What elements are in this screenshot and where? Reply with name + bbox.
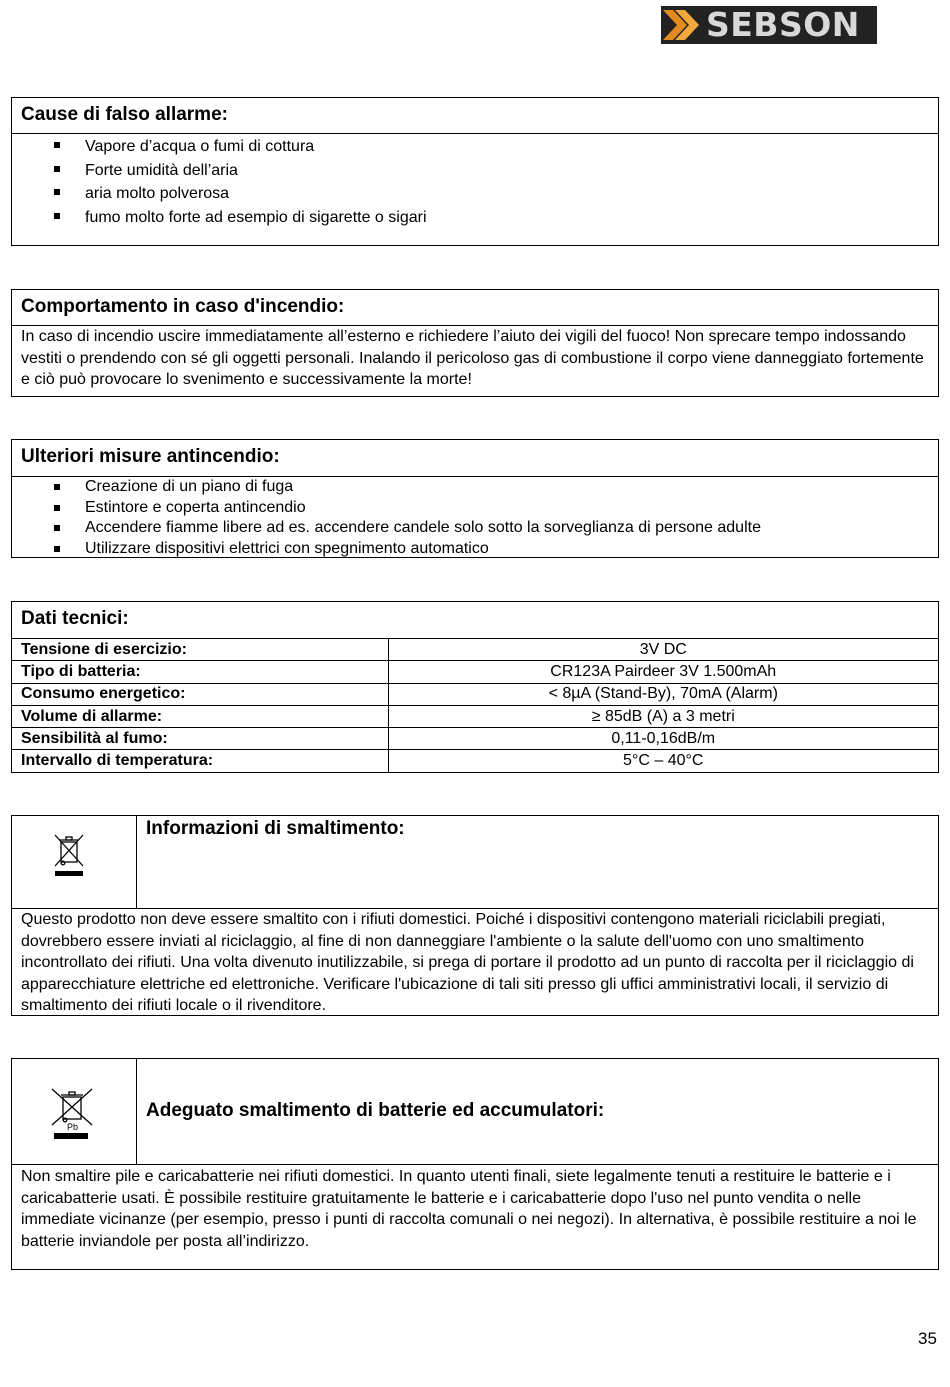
false-alarm-title: Cause di falso allarme: bbox=[12, 98, 938, 134]
tech-data-table bbox=[12, 638, 938, 772]
tech-value: < 8µA (Stand-By), 70mA (Alarm) bbox=[388, 683, 938, 705]
tech-label: Tipo di batteria: bbox=[12, 661, 388, 683]
tech-label: Intervallo di temperatura: bbox=[12, 750, 388, 772]
tech-label: Consumo energetico: bbox=[12, 683, 388, 705]
list-item: Vapore d’acqua o fumi di cottura bbox=[53, 135, 938, 159]
fire-measures-section bbox=[11, 439, 939, 558]
crossed-bin-pb-icon bbox=[50, 1087, 94, 1141]
table-row bbox=[12, 728, 938, 750]
disposal-text: Questo prodotto non deve essere smaltito con i rifiuti domestici. Poiché i dispositivi contengono materiali riciclabili pregiati, dovrebbero essere inviati al riciclaggio, al fine di non danneggiare l'ambiente o la salute dell'uomo con uno smaltimento incontrollato dei rifiuti. Una volta divenuto inutilizzabile, si prega di portare il prodotto ad un punto di raccolta per il riciclaggio di apparecchiature elettriche ed elettroniche. Verificare l'ubicazione di tali siti presso gli uffici amministrativi locali, il servizio di smaltimento dei rifiuti locale o il rivenditore. bbox=[21, 911, 914, 1014]
tech-data-section bbox=[11, 601, 939, 773]
tech-value: 3V DC bbox=[388, 639, 938, 661]
list-item: Utilizzare dispositivi elettrici con spegnimento automatico bbox=[53, 539, 938, 560]
brand-logo bbox=[661, 6, 877, 44]
false-alarm-list bbox=[12, 134, 938, 229]
table-row bbox=[12, 750, 938, 772]
tech-label: Tensione di esercizio: bbox=[12, 639, 388, 661]
list-item: Accendere fiamme libere ad es. accendere candele solo sotto la sorveglianza di persone adulte bbox=[53, 518, 938, 539]
crossed-bin-icon bbox=[52, 832, 86, 880]
tech-value: 0,11-0,16dB/m bbox=[388, 728, 938, 750]
list-item: Estintore e coperta antincendio bbox=[53, 498, 938, 519]
list-item: fumo molto forte ad esempio di sigarette o sigari bbox=[53, 206, 938, 230]
tech-value: ≥ 85dB (A) a 3 metri bbox=[388, 705, 938, 727]
false-alarm-section bbox=[11, 97, 939, 246]
fire-measures-title: Ulteriori misure antincendio: bbox=[12, 440, 938, 477]
pb-label: Pb bbox=[67, 1122, 79, 1132]
list-item: aria molto polverosa bbox=[53, 182, 938, 206]
disposal-header bbox=[12, 816, 938, 909]
disposal-icon-cell bbox=[12, 816, 137, 908]
fire-behavior-section bbox=[11, 289, 939, 397]
tech-label: Sensibilità al fumo: bbox=[12, 728, 388, 750]
fire-measures-list bbox=[12, 477, 938, 559]
battery-disposal-header bbox=[12, 1059, 938, 1165]
table-row bbox=[12, 683, 938, 705]
tech-data-title: Dati tecnici: bbox=[21, 608, 129, 629]
chevron-logo-icon bbox=[661, 6, 706, 44]
tech-value: CR123A Pairdeer 3V 1.500mAh bbox=[388, 661, 938, 683]
disposal-section bbox=[11, 815, 939, 1016]
disposal-title: Informazioni di smaltimento: bbox=[146, 818, 405, 839]
list-item: Creazione di un piano di fuga bbox=[53, 477, 938, 498]
fire-behavior-text: In caso di incendio uscire immediatamente all’esterno e richiedere l’aiuto dei vigili del fuoco! Non sprecare tempo indossando vestiti o prendendo con sé gli oggetti personali. Inalando il pericoloso gas di combustione il corpo viene danneggiato fortemente e ciò può provocare lo svenimento e successivamente la morte! bbox=[21, 328, 924, 388]
logo-text: SEBSON bbox=[706, 6, 860, 44]
battery-icon-cell bbox=[12, 1059, 137, 1164]
battery-disposal-title: Adeguato smaltimento di batterie ed accumulatori: bbox=[146, 1100, 605, 1121]
fire-behavior-title: Comportamento in caso d'incendio: bbox=[12, 290, 938, 326]
tech-label: Volume di allarme: bbox=[12, 705, 388, 727]
table-row bbox=[12, 639, 938, 661]
list-item: Forte umidità dell’aria bbox=[53, 159, 938, 183]
battery-disposal-section bbox=[11, 1058, 939, 1270]
battery-disposal-text: Non smaltire pile e caricabatterie nei rifiuti domestici. In quanto utenti finali, siete legalmente tenuti a restituire le batterie e i caricabatterie usati. È possibile restituire gratuitamente le batterie e i caricabatterie dopo l'uso nel punto vendita o nelle immediate vicinanze (per esempio, presso i punti di raccolta comunali o nei negozi). In alternativa, è possibile restituire a noi le batterie inviandole per posta all’indirizzo. bbox=[21, 1168, 917, 1250]
tech-value: 5°C – 40°C bbox=[388, 750, 938, 772]
table-row bbox=[12, 661, 938, 683]
table-row bbox=[12, 705, 938, 727]
page-number: 35 bbox=[918, 1329, 937, 1348]
